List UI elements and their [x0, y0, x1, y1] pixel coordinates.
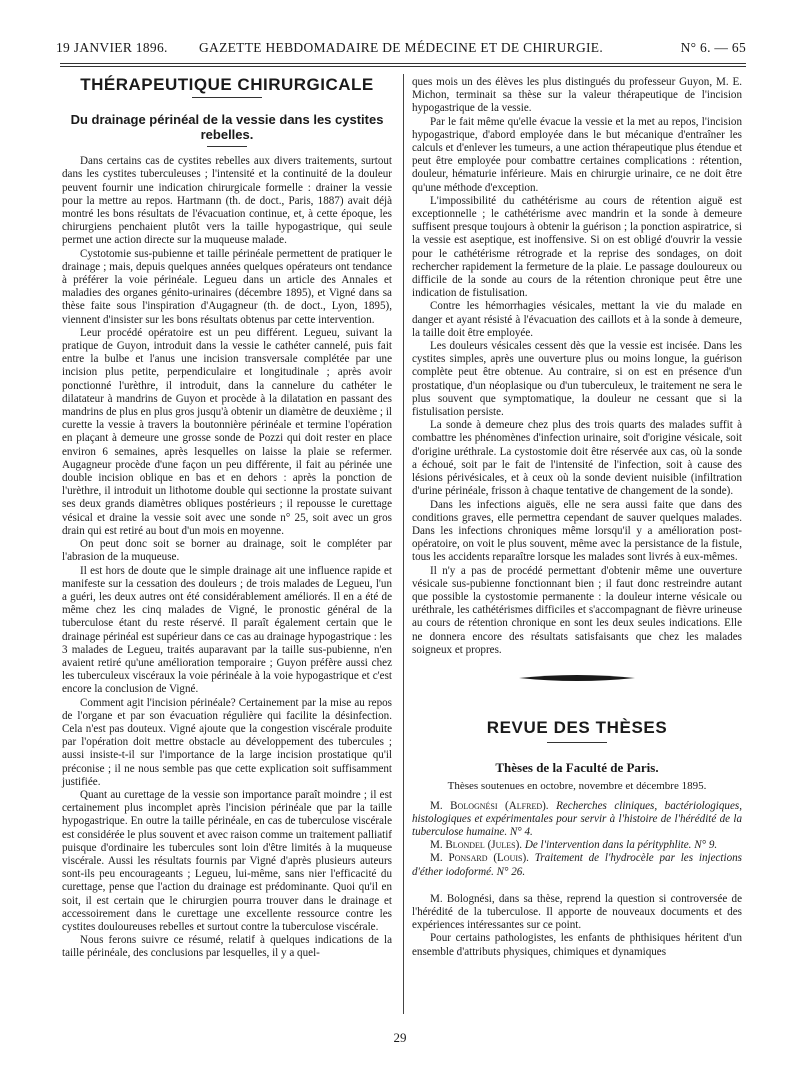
subsection-title: Thèses de la Faculté de Paris.: [495, 760, 659, 776]
section-title-rule: [547, 742, 607, 743]
header-issue-number: N° 6. — 65: [680, 40, 746, 55]
thesis-author: M. Bolognési (Alfred).: [430, 799, 549, 812]
left-column: [62, 76, 392, 961]
page-number: 29: [393, 1030, 407, 1045]
section-title-rule: [192, 97, 262, 98]
article-paragraph: Il n'y a pas de procédé permettant d'obtenir même une ouverture vésicale sus-pubienne fonctionnant bien ; il faut donc restreindre autant que possible la cystostomie permanente : la douleur interne vésicale ou uréthrale, les cathétérismes difficiles et s'accompagnant de fièvre urineuse au cours de rétention chronique en sont les deux seules indications. Elle ne donnera encore des résultats satisfaisants que chez les malades soigneux et propres.: [412, 564, 742, 656]
header-rule: [60, 63, 746, 64]
article-paragraph: Comment agit l'incision périnéale? Certainement par la mise au repos de l'organe et par son évacuation régulière qui facilite la désinfection. Cela n'est pas douteux. Vigné ajoute que la congestion viscérale produite par l'opération doit mettre obstacle au développement des tubercules ; aussi insiste-t-il sur l'importance de la large incision prostatique qu'il préconise ; il ne nous semble pas que cette explication soit suffisamment justifiée.: [62, 696, 392, 788]
thesis-title: Traitement de l'hydrocèle par les injections d'éther iodoformé. N° 26.: [412, 852, 742, 878]
article-paragraph: On peut donc soit se borner au drainage, soit le compléter par l'abrasion de la muqueuse.: [62, 538, 392, 564]
right-column: [412, 76, 742, 959]
article-paragraph: Dans les infections aiguës, elle ne sera aussi faite que dans des conditions graves, elle permettra cependant de sauver quelques malades. Dans les infections chroniques même lorsqu'il y a amélioration post-opératoire, on voit le plus souvent, même avec la persistance de la fistule, tous les accidents reparaître lorsque les malades sont livrés à eux-mêmes.: [412, 498, 742, 564]
review-paragraph: Pour certains pathologistes, les enfants de phthisiques héritent d'un ensemble d'attributs physiques, chimiques et dynamiques: [412, 932, 742, 958]
thesis-entry: [412, 800, 742, 840]
fleuron-divider-icon: [517, 673, 637, 683]
article-paragraph: Cystotomie sus-pubienne et taille périnéale permettent de pratiquer le drainage ; mais, depuis quelques années quelques opérateurs ont tendance à préférer la voie périnéale. Legueu dans un article des Annales et maladies des organes génito-urinaires (décembre 1895), et Vigné dans sa thèse faite sous l'inspiration d'Augagneur (th. de doct., Lyon, 1895), viennent d'insister sur les bons résultats obtenus par cette intervention.: [62, 247, 392, 326]
review-paragraph: M. Bolognési, dans sa thèse, reprend la question si controversée de l'hérédité de la tuberculose. Il apporte de nouveaux documents et des expériences intéressantes sur ce point.: [412, 892, 742, 932]
article-paragraph: L'impossibilité du cathétérisme au cours de rétention aiguë est exceptionnelle ; le cathétérisme avec mandrin et la sonde à demeure suffisent presque toujours à obtenir la guérison ; la ponction aspiratrice, si la vessie est aseptique, est inoffensive. Si on est obligé d'ouvrir la vessie pour le cathétérisme rétrograde et la reprise des sondages, on doit rechercher rapidement la fermeture de la plaie. Le passage douloureux ou difficile de la sonde au cours de la rétention chronique peut être une indication de fistulisation.: [412, 194, 742, 300]
thesis-author: M. Blondel (Jules).: [430, 839, 523, 852]
article-paragraph: Nous ferons suivre ce résumé, relatif à quelques indications de la taille périnéale, des conclusions par lesquelles, il y a quel-: [62, 934, 392, 960]
article-paragraph: Les douleurs vésicales cessent dès que la vessie est incisée. Dans les cystites simples, après une ouverture plus ou moins longue, la guérison complète peut être obtenue. Au contraire, si on est en présence d'un prostatique, d'un néoplasique ou d'un tuberculeux, le traitement ne sera le plus souvent que symptomatique, la douleur ne cessant que si la fistulisation persiste.: [412, 340, 742, 419]
article-title: Du drainage périnéal de la vessie dans les cystites rebelles.: [70, 112, 384, 143]
header-date: 19 JANVIER 1896.: [56, 40, 168, 55]
header-rule-double: [60, 66, 746, 67]
thesis-title: De l'intervention dans la pérityphlite. N° 9.: [524, 839, 718, 852]
thesis-title: Recherches cliniques, bactériologiques, histologiques et expérimentales pour servir à l'histoire de l'hérédité de la tuberculose humaine. N° 4.: [412, 799, 742, 838]
header-journal-title: GAZETTE HEBDOMADAIRE DE MÉDECINE ET DE CHIRURGIE.: [198, 40, 604, 55]
article-paragraph-continued: ques mois un des élèves les plus distingués du professeur Guyon, M. E. Michon, terminait sa thèse sur la valeur thérapeutique de l'incision hypogastrique de la vessie.: [412, 76, 742, 115]
article-paragraph: Quant au curettage de la vessie son importance paraît moindre ; il est certainement plus incomplet après l'incision périnéale que par la taille hypogastrique. En outre la taille périnéale, en cas de tuberculose viscérale est considérée le plus souvent et avec raison comme un traitement palliatif puisque d'ordinaire les tubercules sont loin d'être limités à la muqueuse viscérale. Aussi les résultats fournis par Vigné d'après plusieurs auteurs sont-ils peu encourageants ; Legueu, lui-même, sans nier l'efficacité du curettage, pense que l'action du drainage est prédominante. Quoi qu'il en soit, il est certain que le chirurgien pourra trouver dans le drainage et accessoirement dans le curettage une excellente ressource contre les cystites douloureuses rebelles et surtout contre la tuberculose viscérale.: [62, 788, 392, 933]
thesis-entry: [412, 852, 742, 878]
article-paragraph: Par le fait même qu'elle évacue la vessie et la met au repos, l'incision hypogastrique, d'abord employée dans le but mécanique d'entraîner les calculs et d'enlever les tumeurs, a une action thérapeutique plus étendue et peut être employée pour combattre certaines complications : rétention, douleur, hématurie inférieure. Mais en chirurgie urinaire, ce ne doit être qu'une méthode d'exception.: [412, 115, 742, 194]
article-paragraph: Il est hors de doute que le simple drainage ait une influence rapide et manifeste sur la cessation des douleurs ; de trois malades de Legueu, l'un a guéri, les deux autres ont été considérablement améliorés. Il en a été de même chez les cinq malades de Vigné, le pronostic général de la tuberculose étant du reste réservé. Il paraît également certain que le drainage périnéal est supérieur dans ce cas au drainage hypogastrique : les 3 malades de Legueu, traités auparavant par la taille sus-pubienne, n'en avaient retiré qu'une amélioration temporaire ; Guyon préfère aussi chez les tuberculeux viscéraux la voie périnéale à la voie hypogastrique et c'est encore la conclusion de Vigné.: [62, 564, 392, 696]
article-title-rule: [207, 146, 247, 147]
running-header: [56, 40, 746, 62]
subsection-note: Thèses soutenues en octobre, novembre et décembre 1895.: [447, 780, 707, 793]
section-title-revue: REVUE DES THÈSES: [486, 717, 668, 737]
spacer: [412, 879, 742, 893]
column-separator: [403, 74, 404, 1014]
article-paragraph: Leur procédé opératoire est un peu différent. Legueu, suivant la pratique de Guyon, introduit dans la vessie le cathéter cannelé, puis fait entre la bulbe et l'anus une incision transversale complétée par une incision plus petite, perpendiculaire et longitudinale ; après avoir ponctionné l'urèthre, il introduit, dans la cannelure du cathéter le dilatateur à mandrins de Guyon et procède à la dilatation en passant des mandrins de plus en plus gros jusqu'à obtenir un diamètre de deuxième ; il curette la vessie à travers la boutonnière périnéale et termine l'opération en plaçant à demeure une grosse sonde de Pozzi qui doit rester en place environ 6 semaines, après lesquelles on laisse la plaie se refermer. Augagneur procède d'une façon un peu différente, il fait au périnée une double incision oblique en bas et en dehors : après la ponction de l'urèthre, il introduit un lithotome double qui sectionne la prostate suivant ses deux grands diamètres obliques postérieurs ; il repousse le curettage vésical et draine la vessie soit avec une sonde n° 25, soit avec un gros drain qui est retiré au bout d'un mois en moyenne.: [62, 326, 392, 537]
article-paragraph: La sonde à demeure chez plus des trois quarts des malades suffit à combattre les phénomènes d'infection urinaire, soit d'origine vésicale, soit d'origine uréthrale. La cystostomie doit être réservée aux cas, où la sonde a échoué, soit par le fait de l'intensité de l'infection, soit à cause des lésions périvésicales, et à ceux où la sonde devient nuisible (infiltration d'urine périnéale, frisson à chaque tentative de changement de la sonde).: [412, 419, 742, 498]
thesis-author: M. Ponsard (Louis).: [430, 852, 529, 865]
article-paragraph: Contre les hémorrhagies vésicales, mettant la vie du malade en danger et ayant résisté à l'évacuation des caillots et à la sonde à demeure, la taille doit être employée.: [412, 300, 742, 339]
section-title-therapeutique: THÉRAPEUTIQUE CHIRURGICALE: [80, 75, 374, 94]
thesis-entry: [412, 839, 742, 852]
article-paragraph: Dans certains cas de cystites rebelles aux divers traitements, surtout dans les cystites tuberculeuses ; l'intensité et la continuité de la douleur peuvent fournir une indication chirurgicale formelle : drainer la vessie pour la mettre au repos. Hartmann (th. de doct., Paris, 1887) avait déjà montré les bons résultats de l'évacuation continue, et, à cette époque, les chirurgiens penchaient plutôt vers la taille hypogastrique, qui seule permet une action directe sur la muqueuse malade.: [62, 155, 392, 247]
